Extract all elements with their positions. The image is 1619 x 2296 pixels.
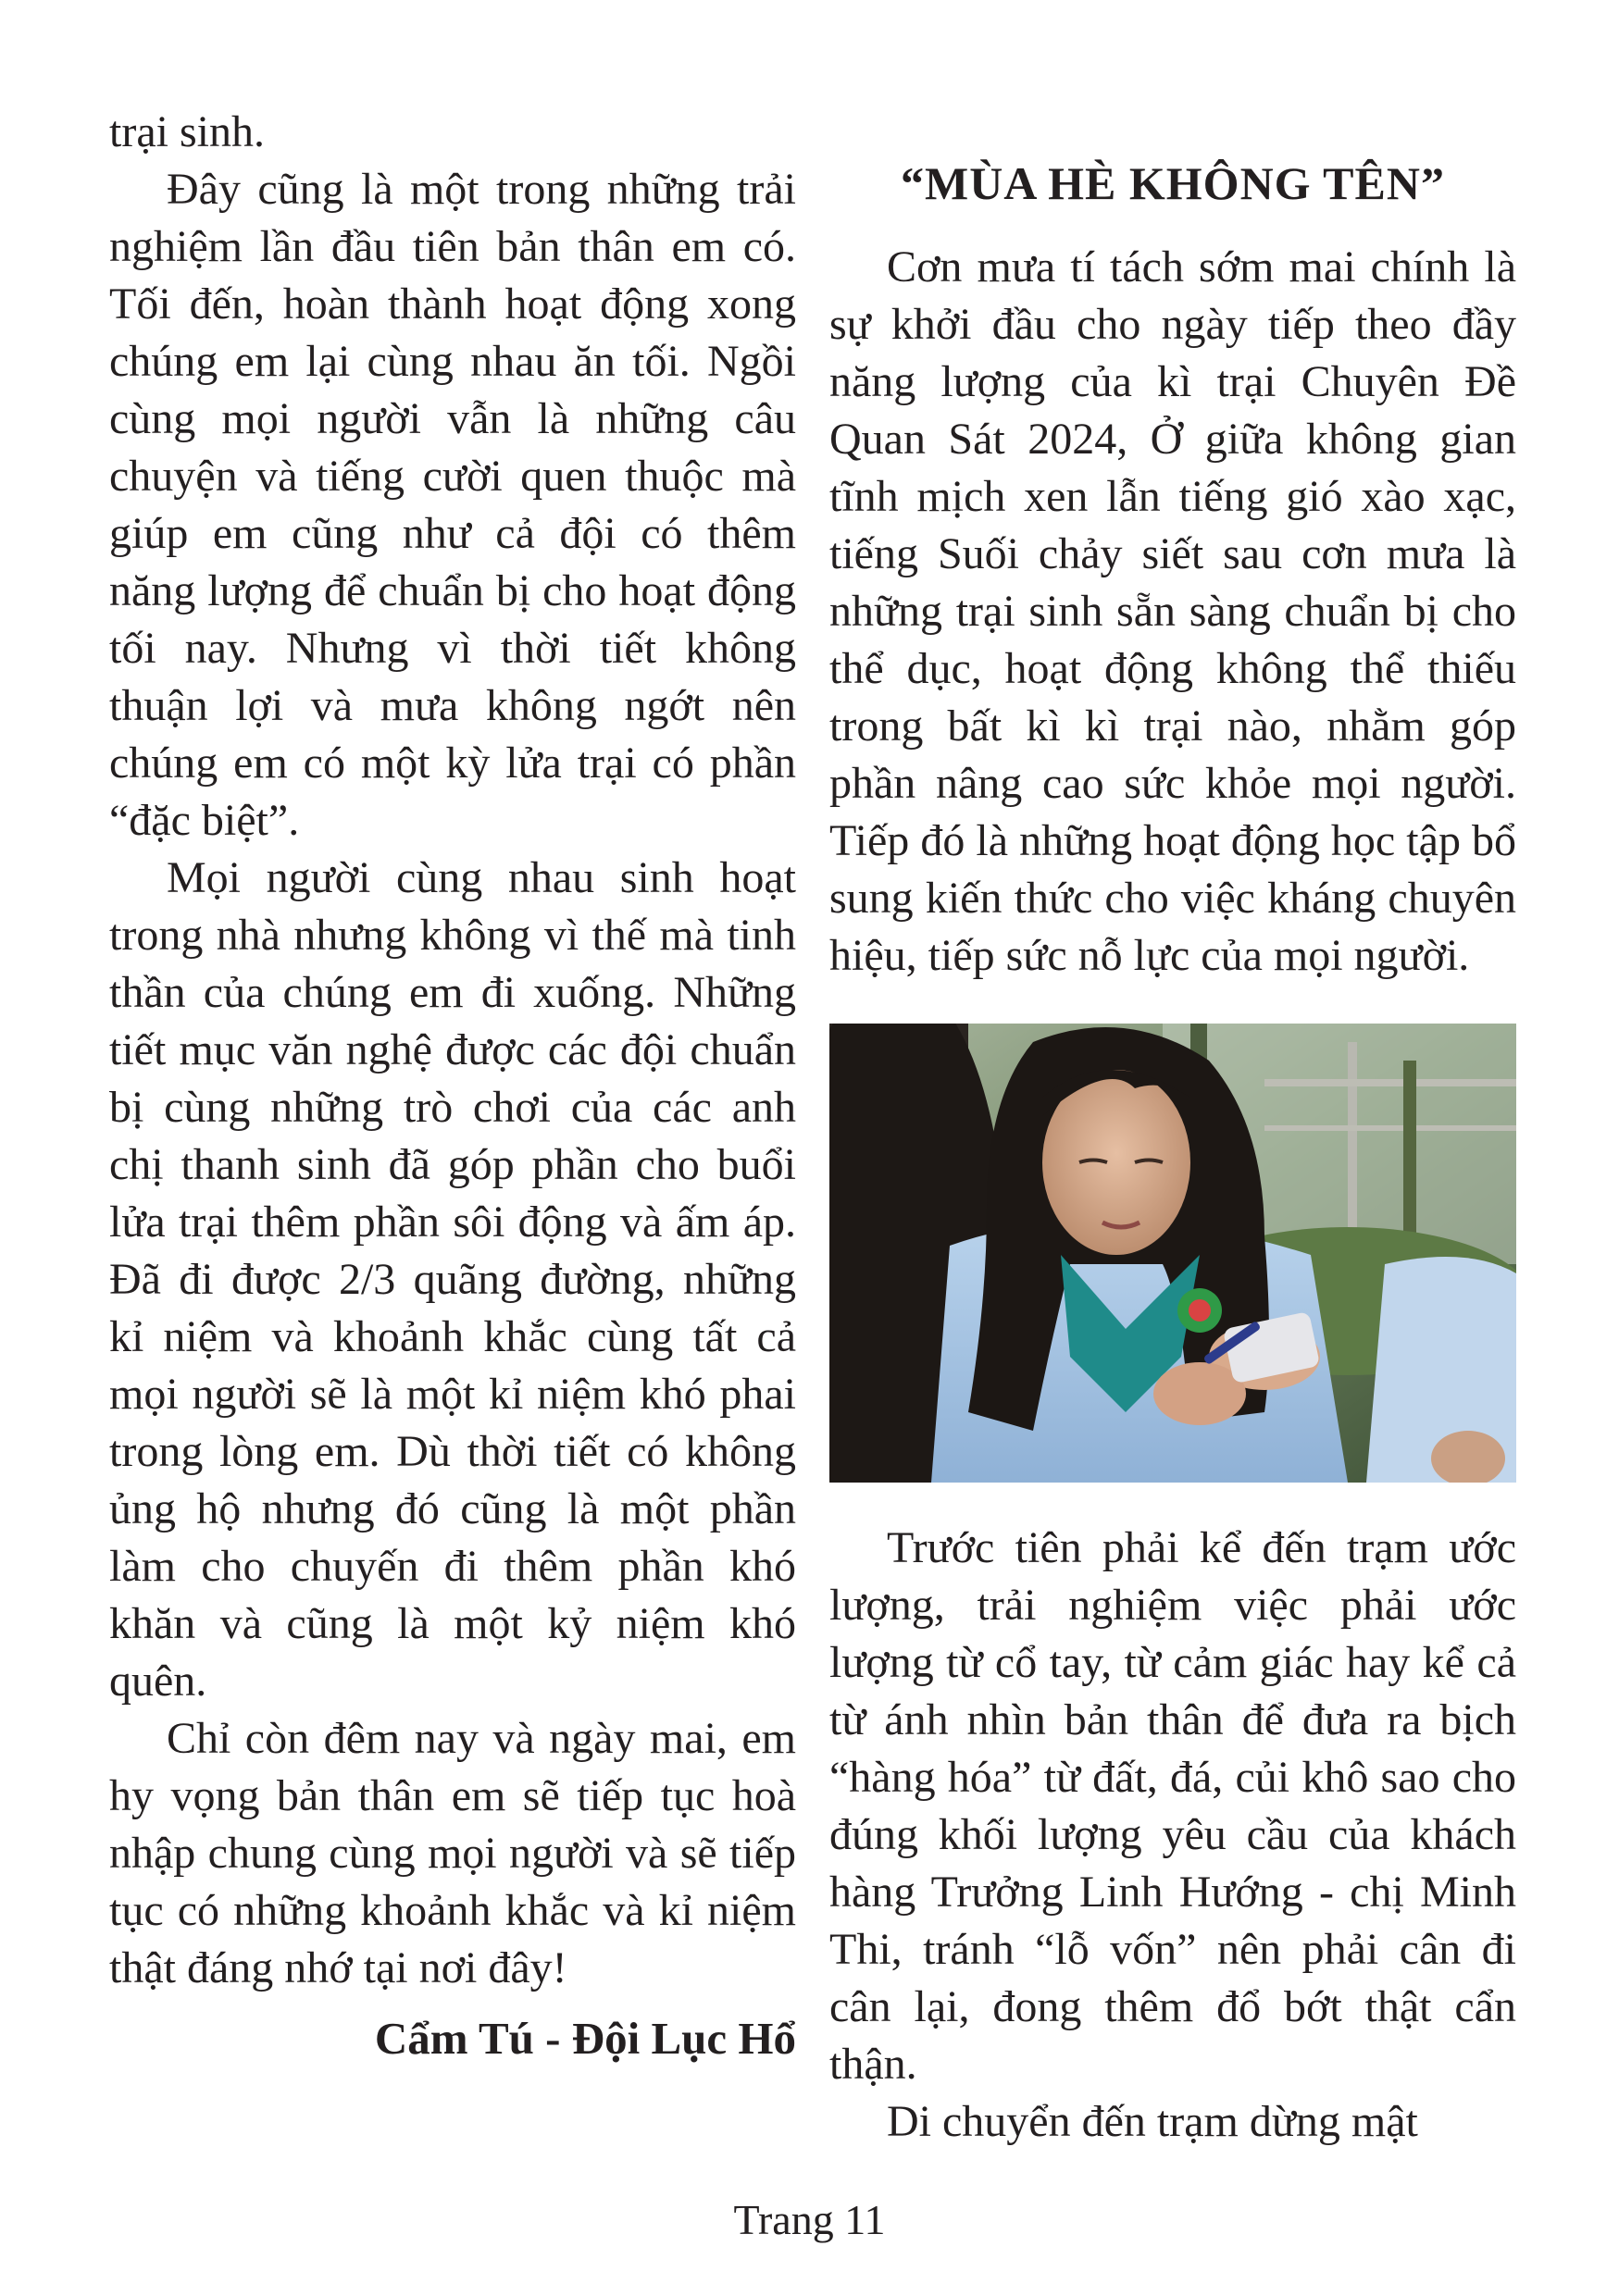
right-column bbox=[829, 104, 1516, 2151]
page-number: Trang 11 bbox=[733, 2196, 886, 2243]
left-column bbox=[109, 104, 796, 2067]
paragraph: Di chuyển đến trạm dừng mật bbox=[887, 2097, 1418, 2146]
photo-girl-writing bbox=[829, 1024, 1516, 1483]
article-title: “MÙA HÈ KHÔNG TÊN” bbox=[901, 157, 1445, 209]
article-photo bbox=[829, 1024, 1516, 1483]
paragraph: Trước tiên phải kể đến trạm ước lượng, trải nghiệm việc phải ước lượng từ cổ tay, từ cảm giác hay kể cả từ ánh nhìn bản thân để đưa ra bịch “hàng hóa” từ đất, đá, củi khô sao cho đúng khối lượng yêu cầu của khách hàng Trưởng Linh Hướng - chị Minh Thi, tránh “lỗ vốn” nên phải cân đi cân lại, đong thêm đổ bớt thật cẩn thận. bbox=[829, 1523, 1516, 2089]
author-signature: Cẩm Tú - Đội Lục Hổ bbox=[374, 2013, 796, 2064]
paragraph: Đây cũng là một trong những trải nghiệm lần đầu tiên bản thân em có. Tối đến, hoàn thành hoạt động xong chúng em lại cùng nhau ăn tối. Ngồi cùng mọi người vẫn là những câu chuyện và tiếng cười quen thuộc mà giúp em cũng như cả đội có thêm năng lượng để chuẩn bị cho hoạt động tối nay. Nhưng vì thời tiết không thuận lợi và mưa không ngớt nên chúng em có một kỳ lửa trại có phần “đặc biệt”. bbox=[109, 165, 796, 845]
paragraph: Chỉ còn đêm nay và ngày mai, em hy vọng bản thân em sẽ tiếp tục hoà nhập chung cùng mọi người và sẽ tiếp tục có những khoảnh khắc và kỉ niệm thật đáng nhớ tại nơi đây! bbox=[109, 1714, 796, 1992]
paragraph: Mọi người cùng nhau sinh hoạt trong nhà nhưng không vì thế mà tinh thần của chúng em đi xuống. Những tiết mục văn nghệ được các đội chuẩn bị cùng những trò chơi của các anh chị thanh sinh đã góp phần cho buổi lửa trại thêm phần sôi động và ấm áp. Đã đi được 2/3 quãng đường, những kỉ niệm và khoảnh khắc cùng tất cả mọi người sẽ là một kỉ niệm khó phai trong lòng em. Dù thời tiết có không ủng hộ nhưng đó cũng là một phần làm cho chuyến đi thêm phần khó khăn và cũng là một kỷ niệm khó quên. bbox=[109, 853, 796, 1706]
paragraph: Cơn mưa tí tách sớm mai chính là sự khởi đầu cho ngày tiếp theo đầy năng lượng của kì trại Chuyên Đề Quan Sát 2024, Ở giữa không gian tĩnh mịch xen lẫn tiếng gió xào xạc, tiếng Suối chảy siết sau cơn mưa là những trại sinh sẵn sàng chuẩn bị cho thể dục, hoạt động không thể thiếu trong bất kì kì trại nào, nhằm góp phần nâng cao sức khỏe mọi người. Tiếp đó là những hoạt động học tập bổ sung kiến thức cho việc kháng chuyên hiệu, tiếp sức nỗ lực của mọi người. bbox=[829, 242, 1516, 980]
paragraph: trại sinh. bbox=[109, 107, 265, 156]
